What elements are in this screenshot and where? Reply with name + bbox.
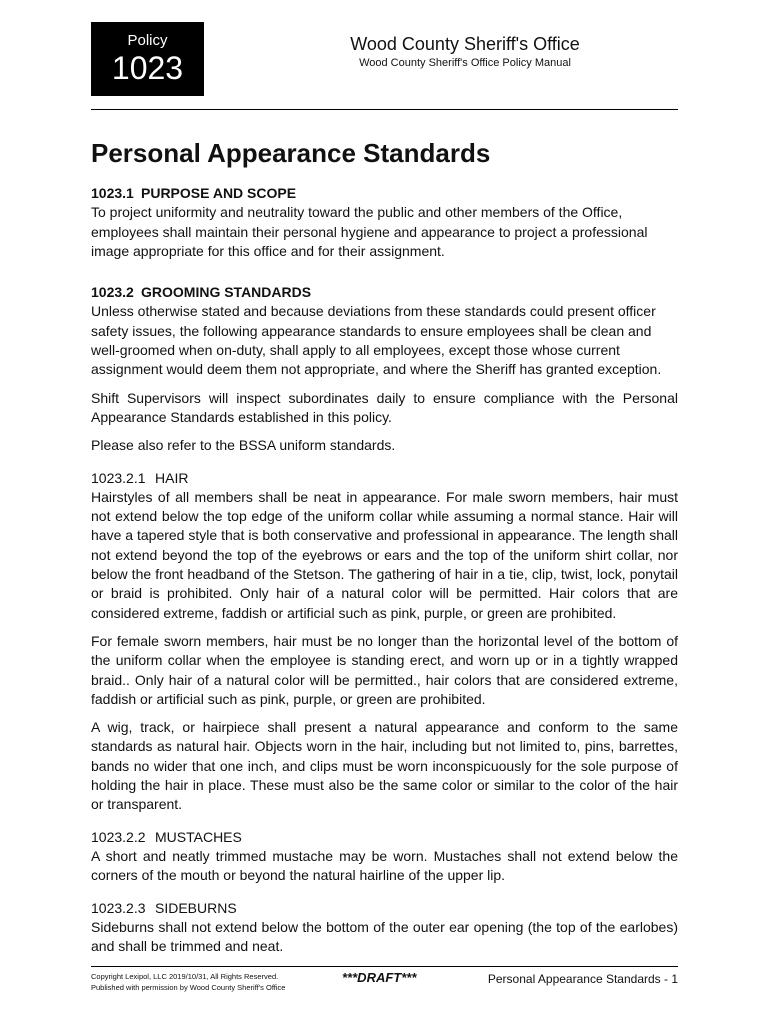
purpose-paragraph: To project uniformity and neutrality toward the public and other members of the Office, employees shall maintain their personal hygiene and appearance to project a professional image appropriate for this office and for their assignment. [91, 204, 648, 259]
page-title: Personal Appearance Standards [91, 138, 491, 168]
section-heading-grooming [91, 283, 678, 302]
org-name: Wood County Sheriff's Office [350, 34, 580, 54]
subsection-heading-sideburns [91, 899, 678, 918]
section-heading-purpose [91, 184, 678, 203]
subsection-title: HAIR [155, 469, 189, 486]
subsection-title: MUSTACHES [155, 828, 242, 845]
sideburns-paragraph: Sideburns shall not extend below the bottom of the outer ear opening (the top of the earlobes) and shall be trimmed and neat. [91, 918, 678, 955]
grooming-paragraph-2: Shift Supervisors will inspect subordinates daily to ensure compliance with the Personal Appearance Standards established in this policy. [91, 389, 678, 425]
subsection-number: 1023.2.1 [91, 469, 146, 486]
hair-paragraph-1: Hairstyles of all members shall be neat in appearance. For male sworn members, hair must not extend below the top edge of the uniform collar while assuming a normal stance. Hair will have a tapered style that is both conservative and professional in appearance. The length shall not extend beyond the top of the eyebrows or ears and the top of the uniform shirt collar, nor below the front headband of the Stetson. The gathering of hair in a tie, clip, twist, lock, ponytail or braid is prohibited. Only hair of a natural color will be permitted. Hair colors that are considered extreme, faddish or artificial such as pink, purple, or green are prohibited. [91, 488, 678, 621]
section-number: 1023.1 [91, 185, 134, 201]
org-subtitle: Wood County Sheriff's Office Policy Manual [359, 57, 571, 69]
section-number: 1023.2 [91, 284, 134, 301]
subsection-heading-mustaches [91, 828, 678, 847]
section-title: PURPOSE AND SCOPE [141, 185, 297, 201]
hair-paragraph-2: For female sworn members, hair must be no longer than the horizontal level of the bottom of the uniform collar when the employee is standing erect, and worn up or in a tightly wrapped braid.. Only hair of a natural color will be permitted., hair colors that are considered extreme, faddish or artificial such as pink, purple, or green are prohibited. [91, 632, 678, 707]
section-title: GROOMING STANDARDS [141, 284, 312, 301]
draft-marker: ***DRAFT*** [342, 970, 417, 985]
footer-divider [91, 966, 678, 967]
subsection-title: SIDEBURNS [155, 899, 237, 916]
subsection-heading-hair [91, 469, 678, 488]
hair-paragraph-3: A wig, track, or hairpiece shall present a natural appearance and conform to the same standards as natural hair. Objects worn in the hair, including but not limited to, pins, barrettes, bands no wider that one inch, and clips must be worn inconspicuously for the sole purpose of holding the hair in place. These must also be the same color or similar to the color of the hair or transparent. [91, 719, 678, 813]
policy-number: 1023 [111, 50, 184, 86]
subsection-number: 1023.2.2 [91, 828, 146, 845]
grooming-paragraph-3: Please also refer to the BSSA uniform standards. [91, 437, 396, 454]
published-text: Published with permission by Wood County Sheriff's Office [91, 983, 286, 992]
footer-copyright-block [91, 971, 285, 993]
header-divider [91, 109, 678, 110]
policy-label: Policy [127, 32, 168, 49]
page-label: Personal Appearance Standards - 1 [487, 972, 678, 986]
mustaches-paragraph: A short and neatly trimmed mustache may be worn. Mustaches shall not extend below the corners of the mouth or beyond the natural hairline of the upper lip. [91, 847, 678, 884]
grooming-paragraph-1: Unless otherwise stated and because deviations from these standards could present officer safety issues, the following appearance standards to ensure employees shall be clean and well-groomed when on-duty, shall apply to all employees, except those whose current assignment would deem them not appropriate, and where the Sheriff has granted exception. [91, 303, 662, 378]
copyright-text: Copyright Lexipol, LLC 2019/10/31, All Rights Reserved. [91, 972, 279, 981]
document-body [91, 138, 678, 956]
subsection-number: 1023.2.3 [91, 899, 146, 916]
policy-number-box [91, 22, 204, 96]
